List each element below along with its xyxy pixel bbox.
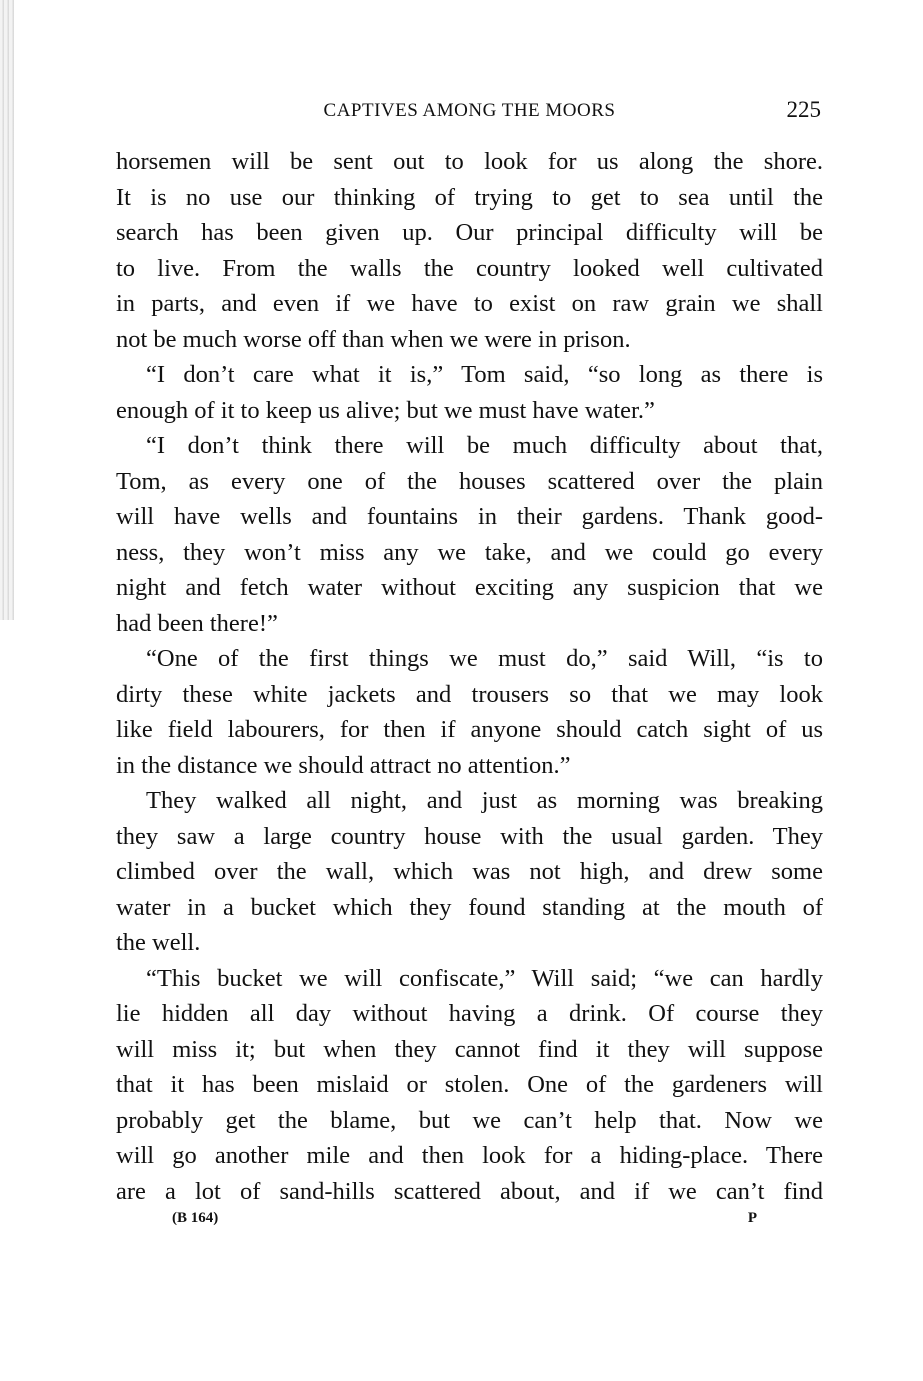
chapter-title: CAPTIVES AMONG THE MOORS <box>323 100 616 121</box>
text-line: They walked all night, and just as morning was breaking <box>146 787 823 814</box>
text-line: “I don’t care what it is,” Tom said, “so long as there is <box>146 361 823 388</box>
signature-mark: (B 164) <box>172 1210 219 1226</box>
text-line: will miss it; but when they cannot find it they will suppose <box>116 1035 823 1063</box>
body-text <box>116 144 823 1209</box>
text-line: water in a bucket which they found standing at the mouth of <box>116 893 823 921</box>
page-footer <box>116 1210 823 1234</box>
text-line: “I don’t think there will be much difficulty about that, <box>146 432 823 459</box>
text-line: night and fetch water without exciting any suspicion that we <box>116 574 823 601</box>
signature-letter: P <box>747 1210 757 1226</box>
text-line: like field labourers, for then if anyone should catch sight of us <box>116 716 823 743</box>
text-line: will have wells and fountains in their gardens. Thank good- <box>116 503 823 530</box>
text-line: will go another mile and then look for a hiding-place. There <box>116 1142 823 1169</box>
running-head <box>116 97 823 125</box>
text-line: “This bucket we will confiscate,” Will said; “we can hardly <box>146 964 823 992</box>
text-line: dirty these white jackets and trousers so that we may look <box>116 680 823 708</box>
page-number: 225 <box>786 97 821 122</box>
text-line: the well. <box>116 929 201 956</box>
text-line: they saw a large country house with the usual garden. They <box>116 822 823 850</box>
text-line: “One of the first things we must do,” said Will, “is to <box>146 645 823 672</box>
text-line: horsemen will be sent out to look for us along the shore. <box>116 148 823 175</box>
text-line: to live. From the walls the country looked well cultivated <box>116 254 823 282</box>
text-line: ness, they won’t miss any we take, and we could go every <box>116 538 823 566</box>
text-line: in parts, and even if we have to exist on raw grain we shall <box>116 290 823 317</box>
text-line: Tom, as every one of the houses scattered over the plain <box>116 467 823 495</box>
text-line: enough of it to keep us alive; but we must have water.” <box>116 396 655 424</box>
text-line: had been there!” <box>116 609 278 637</box>
text-line: It is no use our thinking of trying to get to sea until the <box>116 183 823 211</box>
text-line: climbed over the wall, which was not high, and drew some <box>116 858 823 885</box>
text-line: not be much worse off than when we were in prison. <box>116 325 631 353</box>
text-line: that it has been mislaid or stolen. One of the gardeners will <box>116 1071 823 1098</box>
scan-binding-edge <box>0 0 14 620</box>
text-line: are a lot of sand-hills scattered about, and if we can’t find <box>116 1177 823 1205</box>
text-line: in the distance we should attract no attention.” <box>116 751 571 779</box>
text-line: search has been given up. Our principal difficulty will be <box>116 219 823 246</box>
text-line: lie hidden all day without having a drink. Of course they <box>116 1000 823 1027</box>
text-line: probably get the blame, but we can’t help that. Now we <box>116 1106 823 1134</box>
